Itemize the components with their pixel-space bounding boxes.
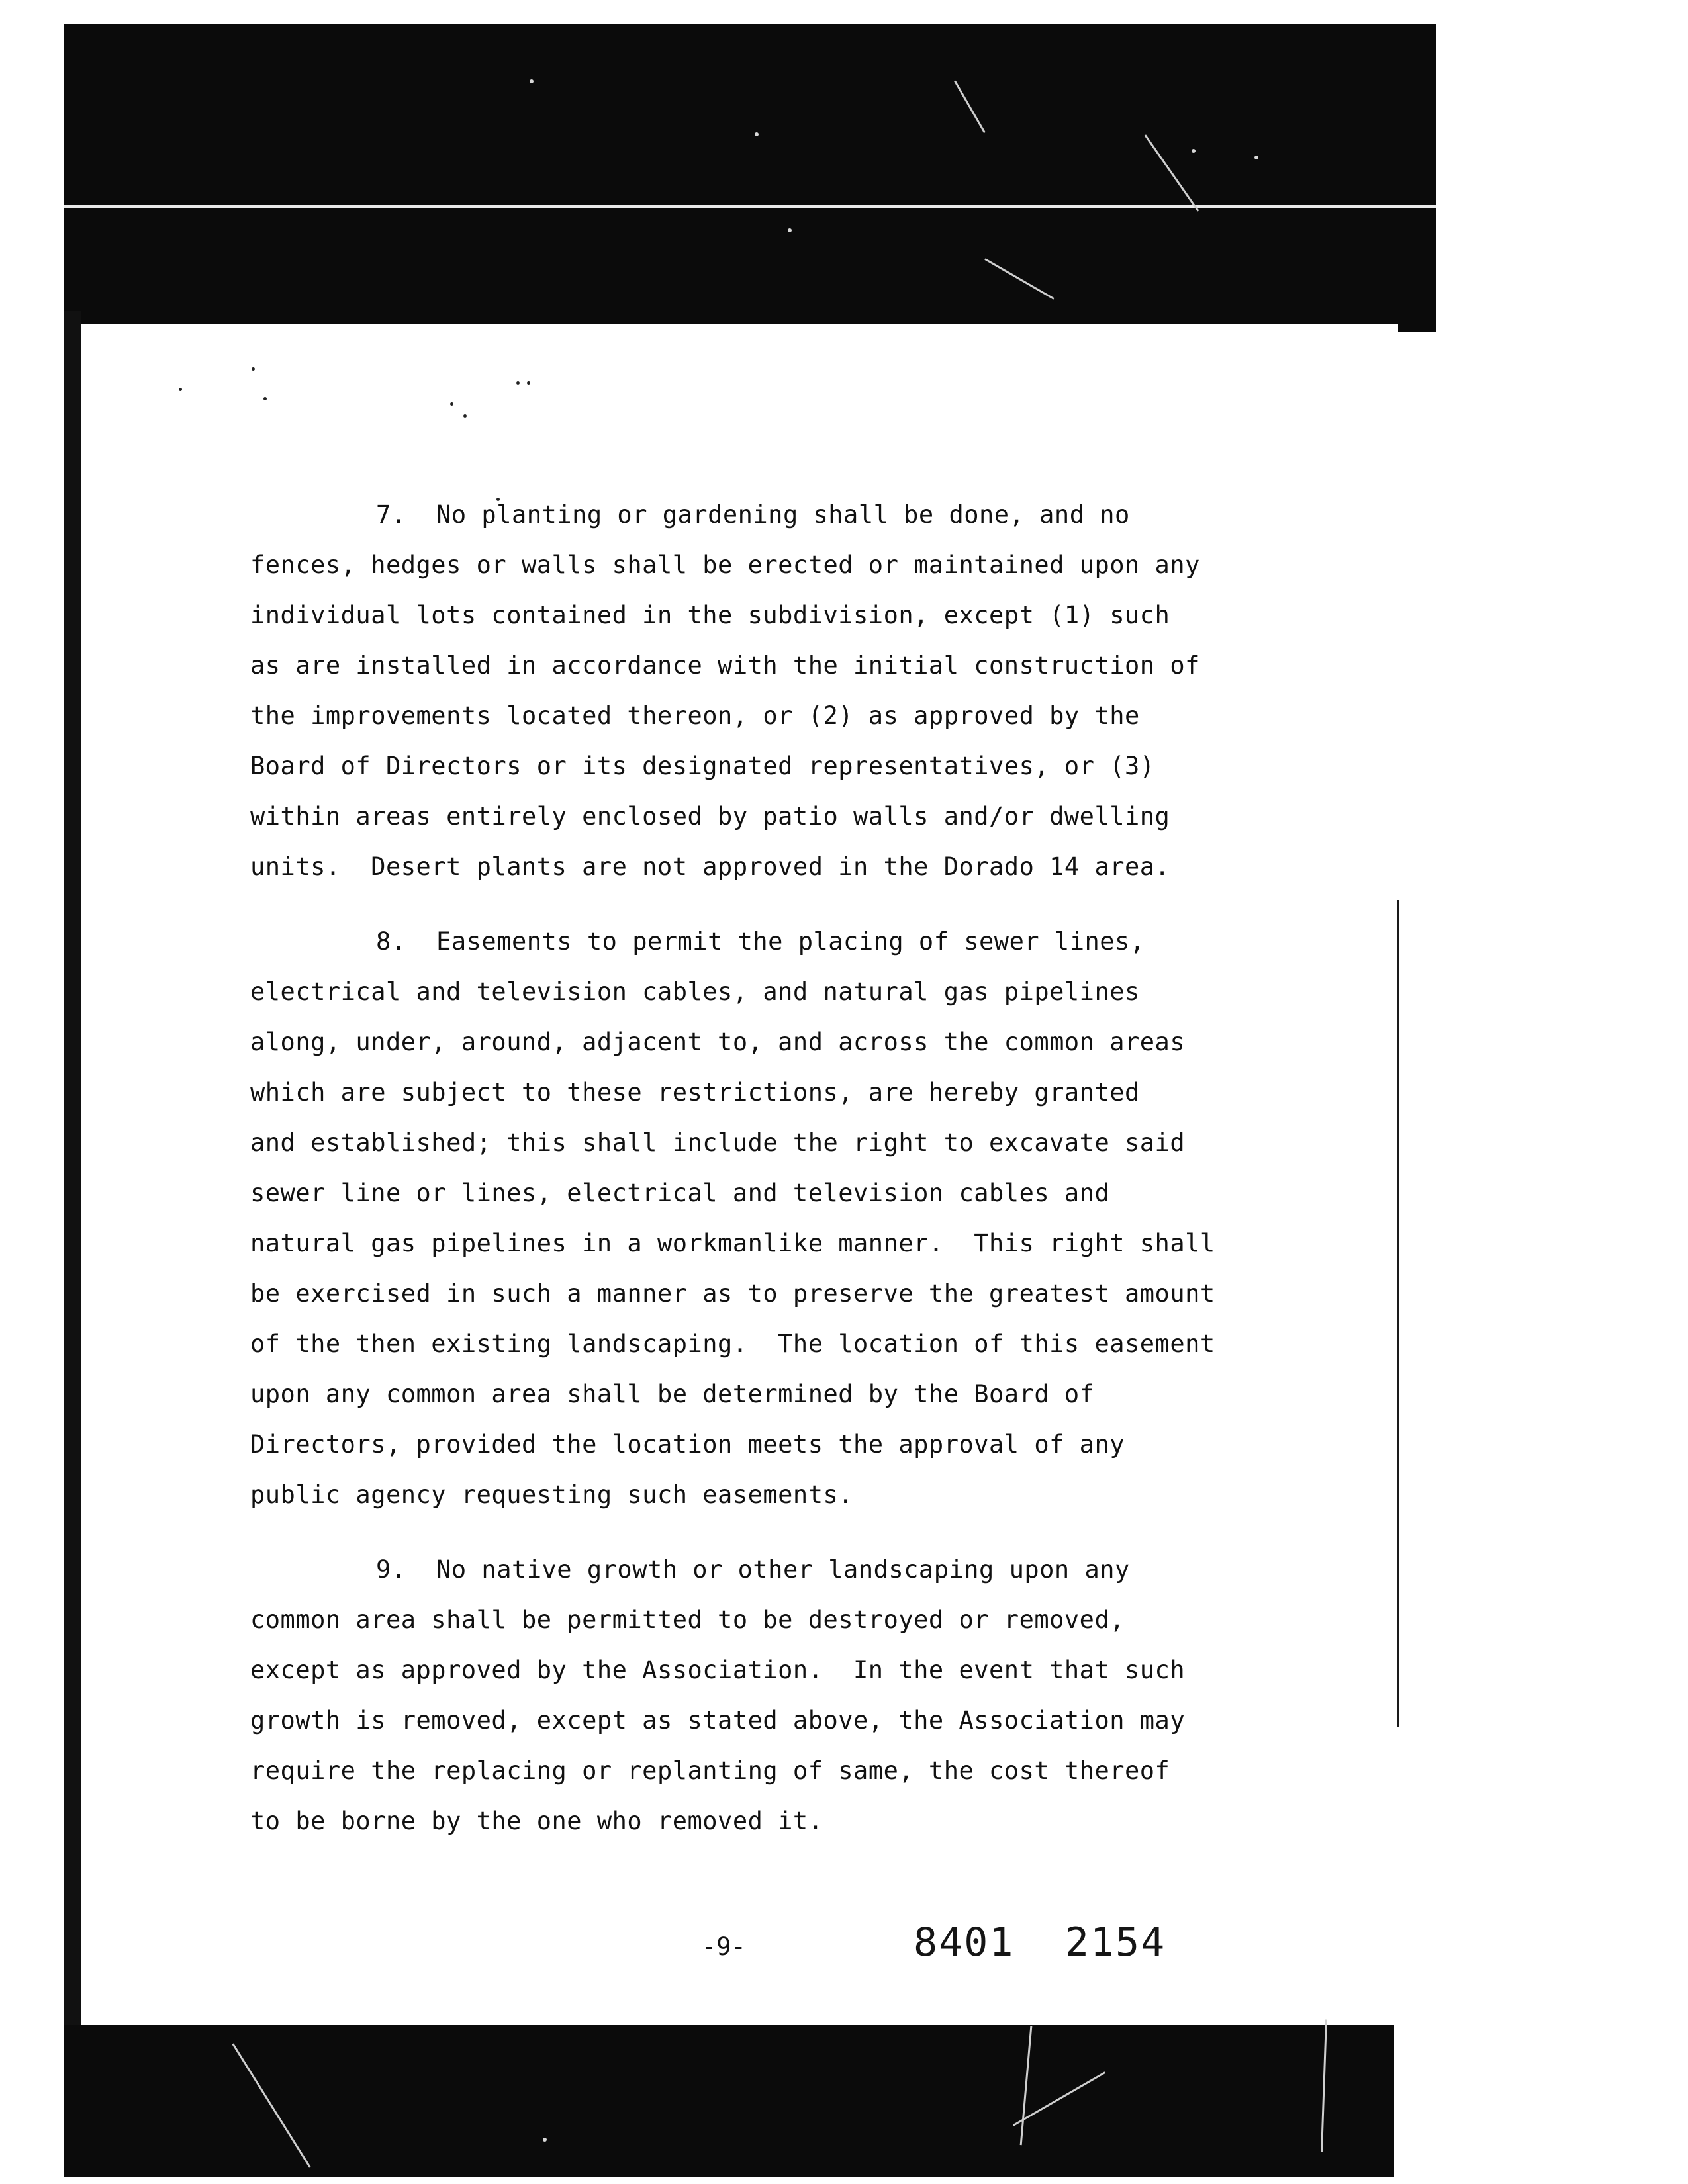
scan-speck <box>1192 149 1196 153</box>
scan-border-left <box>64 311 81 2032</box>
text-line: natural gas pipelines in a workmanlike manner. This right shall <box>250 1229 1215 1257</box>
scan-dot <box>252 367 255 371</box>
text-line: and established; this shall include the right to excavate said <box>250 1128 1186 1157</box>
scan-border-top <box>64 24 1436 332</box>
text-line: public agency requesting such easements. <box>250 1480 854 1509</box>
text-line: Board of Directors or its designated representatives, or (3) <box>250 752 1155 780</box>
text-line: of the then existing landscaping. The location of this easement <box>250 1330 1215 1358</box>
paragraph-9 <box>250 1545 1270 1846</box>
scan-speck <box>530 79 534 83</box>
text-line: electrical and television cables, and natural gas pipelines <box>250 978 1140 1006</box>
text-line: sewer line or lines, electrical and television cables and <box>250 1179 1110 1207</box>
scan-artifact-right-edge <box>1397 900 1399 1727</box>
scan-speck <box>543 2138 547 2142</box>
text-line: the improvements located thereon, or (2) as approved by the <box>250 702 1140 730</box>
scan-speck <box>755 132 759 136</box>
text-line: as are installed in accordance with the initial construction of <box>250 651 1200 680</box>
text-line: 8. Easements to permit the placing of sewer lines, <box>376 927 1145 956</box>
scan-speck <box>788 228 792 232</box>
scan-speck <box>1254 156 1258 159</box>
scan-artifact-line <box>64 205 1436 208</box>
scan-dot <box>527 381 530 385</box>
scan-dot <box>179 388 182 391</box>
text-line: except as approved by the Association. In the event that such <box>250 1656 1186 1684</box>
text-line: along, under, around, adjacent to, and across the common areas <box>250 1028 1186 1056</box>
text-line: upon any common area shall be determined by the Board of <box>250 1380 1095 1408</box>
paragraph-7 <box>250 490 1270 892</box>
text-line: fences, hedges or walls shall be erected or maintained upon any <box>250 551 1200 579</box>
text-line: individual lots contained in the subdivision, except (1) such <box>250 601 1170 629</box>
scan-dot <box>450 402 453 406</box>
text-line: within areas entirely enclosed by patio walls and/or dwelling <box>250 802 1170 831</box>
text-line: to be borne by the one who removed it. <box>250 1807 823 1835</box>
text-line: require the replacing or replanting of same, the cost thereof <box>250 1756 1170 1785</box>
text-line: which are subject to these restrictions, are hereby granted <box>250 1078 1140 1107</box>
document-body <box>250 490 1270 1871</box>
text-line: 9. No native growth or other landscaping upon any <box>376 1555 1130 1584</box>
scan-dot <box>263 397 267 400</box>
scan-border-bottom <box>64 2025 1394 2177</box>
text-line: Directors, provided the location meets the approval of any <box>250 1430 1125 1459</box>
recording-number: 8401 2154 <box>914 1919 1166 1966</box>
text-line: 7. No planting or gardening shall be done, and no <box>376 500 1130 529</box>
page-number: -9- <box>702 1933 746 1961</box>
text-line: growth is removed, except as stated above, the Association may <box>250 1706 1186 1735</box>
scan-dot <box>463 414 467 418</box>
text-line: units. Desert plants are not approved in the Dorado 14 area. <box>250 852 1170 881</box>
text-line: be exercised in such a manner as to preserve the greatest amount <box>250 1279 1215 1308</box>
scan-dot <box>516 381 520 385</box>
text-line: common area shall be permitted to be destroyed or removed, <box>250 1606 1125 1634</box>
paragraph-8 <box>250 917 1270 1520</box>
